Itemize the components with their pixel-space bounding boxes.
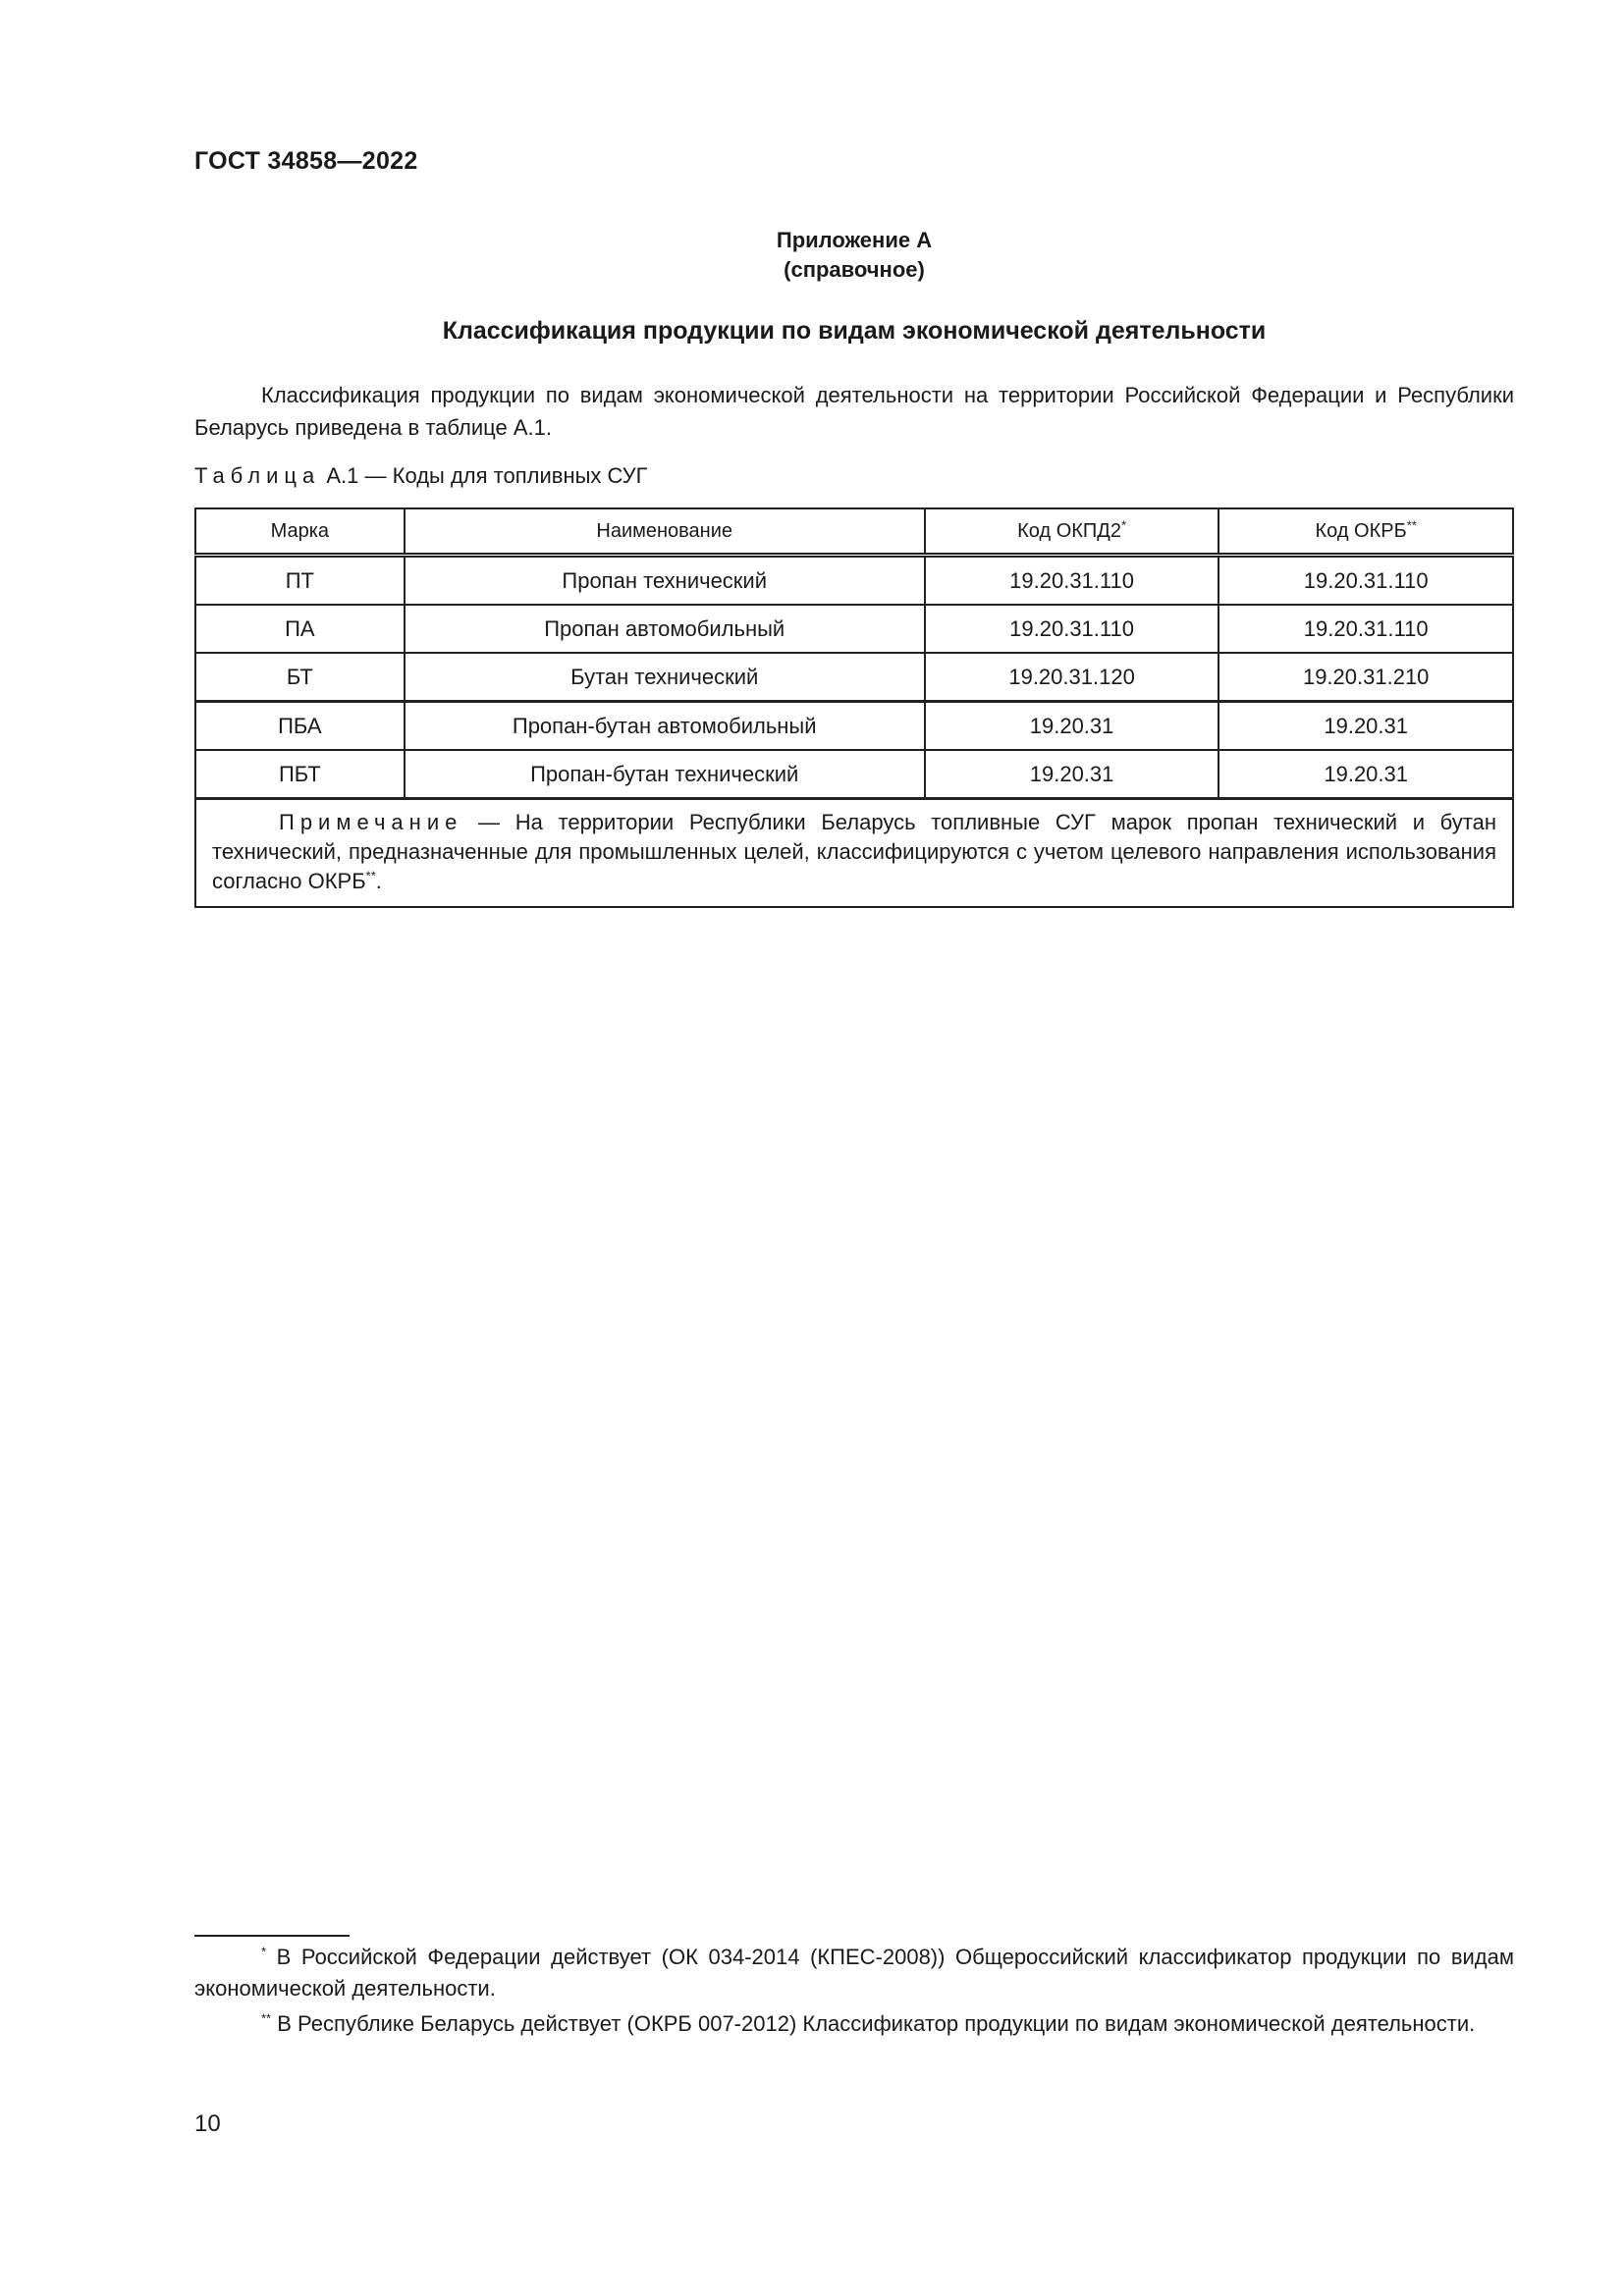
footnote-mark: ** <box>1406 516 1417 532</box>
table-cell-name: Пропан-бутан автомобильный <box>405 702 925 751</box>
footnote-mark: ** <box>261 2010 272 2026</box>
table-header-row <box>195 508 1513 556</box>
codes-table <box>194 507 1514 908</box>
table-caption <box>194 463 648 489</box>
table-cell-okpd2: 19.20.31.120 <box>925 653 1219 702</box>
table-cell-grade: ПБА <box>195 702 405 751</box>
table-cell-okrb: 19.20.31 <box>1218 750 1513 799</box>
table-cell-okpd2: 19.20.31.110 <box>925 605 1219 653</box>
table-row <box>195 750 1513 799</box>
column-header-okrb-label: Код ОКРБ <box>1315 519 1407 542</box>
footnote <box>194 1942 1514 2004</box>
footnote <box>194 2008 1514 2040</box>
column-header-grade: Марка <box>195 508 405 556</box>
footnote-mark: * <box>1120 516 1127 532</box>
table-row <box>195 702 1513 751</box>
footnote-text: В Республике Беларусь действует (ОКРБ 007-2012) Классификатор продукции по видам экономической деятельности. <box>271 2011 1476 2036</box>
footnote-mark: * <box>261 1944 267 1959</box>
table-cell-grade: ПТ <box>195 556 405 606</box>
table-row <box>195 605 1513 653</box>
appendix-type: (справочное) <box>784 257 925 282</box>
table-cell-okrb: 19.20.31.110 <box>1218 556 1513 606</box>
page-number: 10 <box>194 2110 221 2137</box>
note-label: Примечание <box>279 810 463 834</box>
table-caption-word: Таблица <box>194 463 321 488</box>
column-header-okpd2 <box>925 508 1219 556</box>
column-header-okrb <box>1218 508 1513 556</box>
table-cell-name: Пропан технический <box>405 556 925 606</box>
table-cell-name: Пропан-бутан технический <box>405 750 925 799</box>
note-end: . <box>375 869 382 893</box>
table-row <box>195 556 1513 606</box>
table-cell-name: Бутан технический <box>405 653 925 702</box>
table-cell-grade: ПБТ <box>195 750 405 799</box>
table-note-row <box>195 799 1513 908</box>
table-row <box>195 653 1513 702</box>
table-cell-okrb: 19.20.31.210 <box>1218 653 1513 702</box>
table-cell-okrb: 19.20.31.110 <box>1218 605 1513 653</box>
document-id: ГОСТ 34858—2022 <box>194 147 418 175</box>
appendix-title: Приложение А <box>776 228 933 252</box>
table-cell-grade: БТ <box>195 653 405 702</box>
section-title: Классификация продукции по видам экономической деятельности <box>442 317 1267 345</box>
intro-paragraph: Классификация продукции по видам экономической деятельности на территории Российской Федерации и Республики Беларусь приведена в таблице А.1. <box>194 383 1514 440</box>
footnote-divider <box>194 1935 350 1937</box>
footnote-mark: ** <box>365 868 376 883</box>
table-note <box>195 799 1513 908</box>
column-header-name: Наименование <box>405 508 925 556</box>
table-cell-okpd2: 19.20.31.110 <box>925 556 1219 606</box>
note-text: — На территории Республики Беларусь топливные СУГ марок пропан технический и бутан технический, предназначенные для промышленных целей, классифицируются с учетом целевого направления использования согласно ОКРБ <box>212 810 1496 893</box>
table-cell-okpd2: 19.20.31 <box>925 750 1219 799</box>
footnote-text: В Российской Федерации действует (ОК 034-2014 (КПЕС-2008)) Общероссийский классификатор продукции по видам экономической деятельности. <box>194 1945 1514 2001</box>
table-cell-grade: ПА <box>195 605 405 653</box>
table-caption-text: А.1 — Коды для топливных СУГ <box>320 463 648 488</box>
table-cell-okrb: 19.20.31 <box>1218 702 1513 751</box>
table-cell-okpd2: 19.20.31 <box>925 702 1219 751</box>
table-cell-name: Пропан автомобильный <box>405 605 925 653</box>
column-header-okpd2-label: Код ОКПД2 <box>1017 519 1121 542</box>
appendix-heading <box>194 226 1514 285</box>
